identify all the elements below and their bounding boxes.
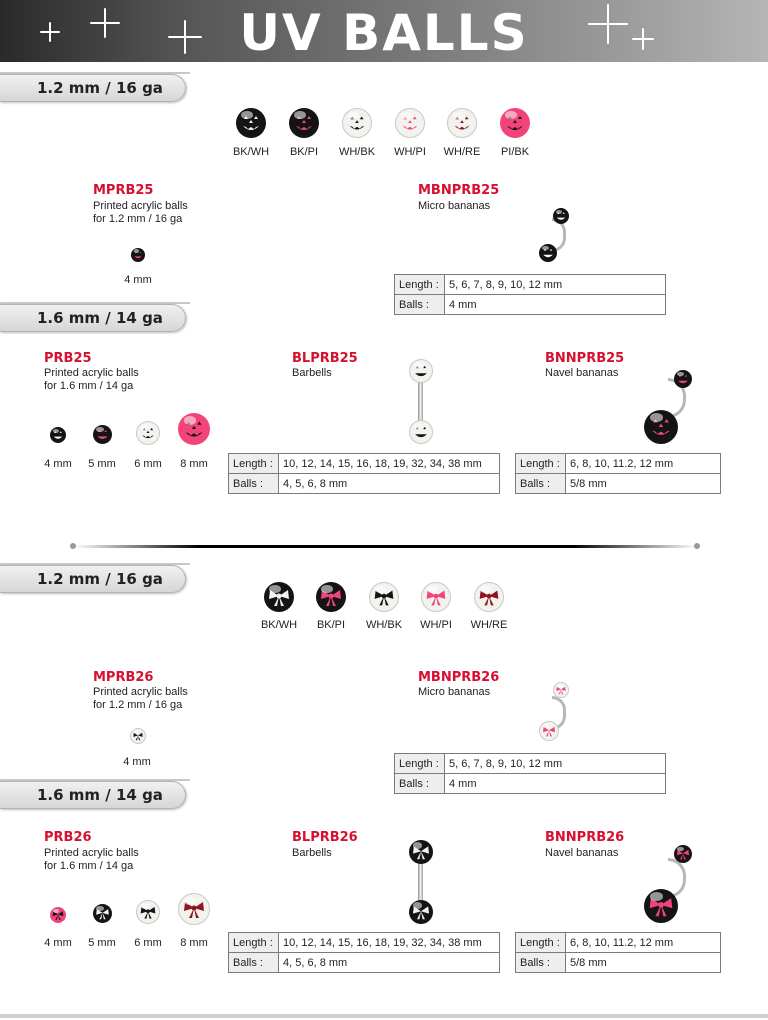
size-label: 6 mm <box>134 937 162 949</box>
product-code: MPRB25 <box>93 183 154 198</box>
spec-value: 10, 12, 14, 15, 16, 18, 19, 32, 34, 38 mm <box>279 933 500 953</box>
spec-key: Length : <box>516 933 566 953</box>
pumpkin-face-icon <box>448 109 476 137</box>
color-label: WH/BK <box>338 146 376 158</box>
spec-table <box>515 932 721 973</box>
pumpkin-face-icon <box>396 109 424 137</box>
ball-bk-pi <box>316 582 346 612</box>
product-desc: Printed acrylic balls <box>44 847 139 859</box>
spec-key: Length : <box>229 454 279 474</box>
spec-table <box>228 453 500 494</box>
size-label: 4 mm <box>44 458 72 470</box>
size-label: 6 mm <box>134 458 162 470</box>
spec-value: 10, 12, 14, 15, 16, 18, 19, 32, 34, 38 mm <box>279 454 500 474</box>
ball-bk-pi <box>131 248 145 262</box>
color-label: WH/BK <box>365 619 403 631</box>
ball-wh-re <box>474 582 504 612</box>
bow-icon <box>422 583 450 611</box>
color-label: BK/PI <box>316 619 346 631</box>
size-label: 4 mm <box>44 937 72 949</box>
color-label: WH/PI <box>420 619 452 631</box>
spec-key: Length : <box>229 933 279 953</box>
spec-value: 4, 5, 6, 8 mm <box>279 953 500 973</box>
spec-value: 5/8 mm <box>566 474 721 494</box>
ball-wh-bk <box>342 108 372 138</box>
ball-6mm <box>136 421 160 445</box>
section-divider <box>74 545 698 548</box>
product-desc: Printed acrylic balls <box>44 367 139 379</box>
size-label: 4 mm <box>123 756 151 768</box>
footer-rule <box>0 1014 768 1018</box>
bow-icon <box>475 583 503 611</box>
size-label: 4 mm <box>124 274 152 286</box>
product-desc: Navel bananas <box>545 847 619 859</box>
spec-table <box>394 274 666 315</box>
product-code: MPRB26 <box>93 670 154 685</box>
size-heading: 1.2 mm / 16 ga <box>0 74 186 102</box>
spec-value: 4 mm <box>445 774 666 794</box>
ball-bk-pi <box>289 108 319 138</box>
spec-key: Balls : <box>229 474 279 494</box>
size-heading: 1.6 mm / 14 ga <box>0 781 186 809</box>
product-desc: Navel bananas <box>545 367 619 379</box>
color-label: BK/WH <box>260 619 298 631</box>
spec-key: Balls : <box>395 295 445 315</box>
spec-key: Balls : <box>229 953 279 973</box>
color-label: WH/RE <box>470 619 508 631</box>
size-label: 5 mm <box>88 937 116 949</box>
spec-key: Length : <box>395 275 445 295</box>
spec-key: Balls : <box>516 953 566 973</box>
page-header <box>0 0 768 62</box>
pumpkin-face-icon <box>343 109 371 137</box>
page-title: UV BALLS <box>239 4 529 62</box>
spec-table <box>394 753 666 794</box>
spec-value: 5/8 mm <box>566 953 721 973</box>
product-desc: for 1.6 mm / 14 ga <box>44 380 134 392</box>
bow-icon <box>264 582 294 612</box>
ball-5mm <box>93 904 112 923</box>
product-desc: for 1.2 mm / 16 ga <box>93 213 183 225</box>
color-label: PI/BK <box>500 146 530 158</box>
product-code: MBNPRB26 <box>418 670 500 685</box>
ball-8mm <box>178 893 210 925</box>
spec-value: 4 mm <box>445 295 666 315</box>
ball-wh-pi <box>395 108 425 138</box>
spec-key: Length : <box>516 454 566 474</box>
color-label: WH/PI <box>394 146 426 158</box>
product-code: BNNPRB25 <box>545 351 625 366</box>
spec-key: Balls : <box>516 474 566 494</box>
ball-pi-bk <box>500 108 530 138</box>
product-code: PRB25 <box>44 351 92 366</box>
spec-key: Length : <box>395 754 445 774</box>
spec-value: 6, 8, 10, 11.2, 12 mm <box>566 454 721 474</box>
product-desc: Micro bananas <box>418 200 491 212</box>
spec-value: 5, 6, 7, 8, 9, 10, 12 mm <box>445 275 666 295</box>
spec-table <box>228 932 500 973</box>
color-label: BK/WH <box>232 146 270 158</box>
pumpkin-face-icon <box>236 108 266 138</box>
spec-value: 6, 8, 10, 11.2, 12 mm <box>566 933 721 953</box>
size-label: 5 mm <box>88 458 116 470</box>
spec-key: Balls : <box>395 774 445 794</box>
product-code: PRB26 <box>44 830 92 845</box>
ball-6mm <box>136 900 160 924</box>
ball-bk-wh <box>236 108 266 138</box>
size-label: 8 mm <box>180 458 208 470</box>
ball-5mm <box>93 425 112 444</box>
product-desc: for 1.6 mm / 14 ga <box>44 860 134 872</box>
spec-table <box>515 453 721 494</box>
ball-wh-bk <box>130 728 146 744</box>
product-desc: for 1.2 mm / 16 ga <box>93 699 183 711</box>
product-desc: Printed acrylic balls <box>93 200 188 212</box>
ball-4mm <box>50 427 66 443</box>
ball-wh-pi <box>421 582 451 612</box>
size-heading: 1.6 mm / 14 ga <box>0 304 186 332</box>
product-desc: Printed acrylic balls <box>93 686 188 698</box>
product-code: MBNPRB25 <box>418 183 500 198</box>
product-code: BLPRB25 <box>292 351 358 366</box>
bow-icon <box>370 583 398 611</box>
ball-8mm <box>178 413 210 445</box>
pumpkin-face-icon <box>289 108 319 138</box>
ball-bk-wh <box>264 582 294 612</box>
ball-4mm <box>50 907 66 923</box>
product-code: BNNPRB26 <box>545 830 625 845</box>
product-desc: Barbells <box>292 847 332 859</box>
spec-value: 5, 6, 7, 8, 9, 10, 12 mm <box>445 754 666 774</box>
divider-dot <box>694 543 700 549</box>
bow-icon <box>316 582 346 612</box>
product-code: BLPRB26 <box>292 830 358 845</box>
pumpkin-face-icon <box>500 108 530 138</box>
color-label: WH/RE <box>443 146 481 158</box>
ball-wh-re <box>447 108 477 138</box>
size-label: 8 mm <box>180 937 208 949</box>
spec-value: 4, 5, 6, 8 mm <box>279 474 500 494</box>
color-label: BK/PI <box>289 146 319 158</box>
size-heading: 1.2 mm / 16 ga <box>0 565 186 593</box>
product-desc: Micro bananas <box>418 686 491 698</box>
ball-wh-bk <box>369 582 399 612</box>
product-desc: Barbells <box>292 367 332 379</box>
